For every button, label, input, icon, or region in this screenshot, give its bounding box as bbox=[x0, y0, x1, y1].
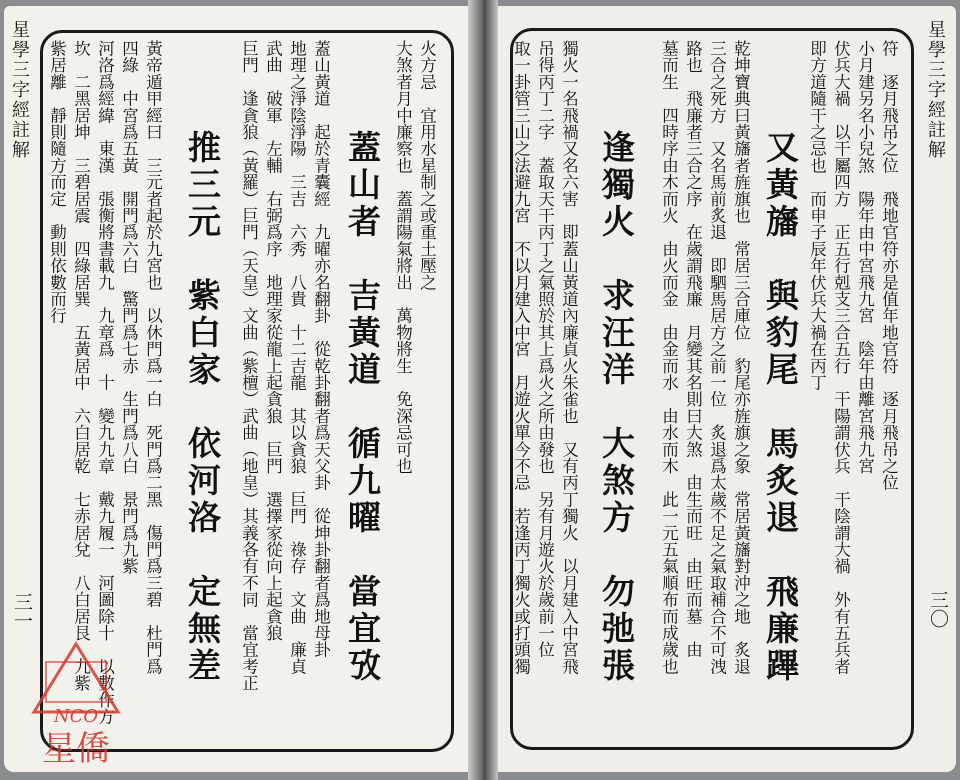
right-note-mid-1: 乾坤寶典曰黃旛者旌旗也 常居三合庫位 豹尾亦旌旗之象 常居黃旛對沖之地 炙退 bbox=[731, 40, 751, 675]
right-verse-2: 逢獨火 求汪洋 大煞方 勿弛張 bbox=[597, 130, 636, 685]
left-note-bottom-1: 黃帝遁甲經曰 三元者起於九宮也 以休門爲一白 死門爲二黑 傷門爲三碧 杜門爲 bbox=[143, 40, 163, 675]
left-note-top-2: 大煞者月中廉察也 蓋謂陽氣將出 萬物將生 免深忌可也 bbox=[393, 40, 413, 475]
right-note-mid-4: 墓而生 四時序由木而火 由火而金 由金而水 由水而木 此一元五氣順布而成歲也 bbox=[659, 40, 679, 675]
right-page-header: 星學三字經註解 bbox=[925, 20, 946, 160]
left-note-mid-4: 巨門 逢貪狼（黃羅）巨門（天皇）文曲（紫檀）武曲（地皇）其義各有不同 當宜考正 bbox=[239, 40, 259, 692]
left-note-bottom-2: 四綠 中宮爲五黃 開門爲六白 驚門爲七赤 生門爲八白 景門爲九紫 bbox=[119, 40, 139, 575]
right-note-top-1: 符 逐月飛吊之位 飛地官符亦是值年地官符 逐月飛吊之位 bbox=[879, 40, 899, 491]
right-note-top-3: 伏兵大禍 以干屬四方 正五行剋支三合五行 干陽謂伏兵 干陰謂大禍 外有五兵者 bbox=[831, 40, 851, 675]
right-note-bottom-1: 獨火一名飛禍又名六害 即蓋山黃道內廉貞火朱雀也 又有丙丁獨火 以月建入中宮飛 bbox=[559, 40, 579, 675]
stamp-text-main: 星僑 bbox=[42, 729, 110, 768]
left-note-bottom-3: 河洛爲經緯 東漢 張衡將書載九 九章爲 十 變九九章 戴九履一 河圖除十 以數作方 bbox=[95, 40, 115, 725]
stamp-text-top: NCO bbox=[53, 706, 99, 727]
left-note-bottom-4: 坎 二黑居坤 三碧居震 四綠居巽 五黃居中 六白居乾 七赤居兌 八白居艮 九紫 bbox=[71, 40, 91, 692]
left-note-mid-1: 蓋山黃道 起於青囊經 九曜亦名翻卦 從乾卦翻者爲天父卦 從坤卦翻者爲地母卦 bbox=[311, 40, 331, 658]
left-verse-2: 推三元 紫白家 依河洛 定無差 bbox=[183, 130, 222, 685]
left-note-bottom-5: 紫居離 靜則隨方而定 動則依數而行 bbox=[47, 40, 67, 324]
left-note-top-1: 火方忌 宜用水星制之或重土壓之 bbox=[417, 40, 437, 291]
right-note-mid-2: 三合之死方 又名馬前炙退 即駟馬居方之前一位 炙退爲太歲不足之氣取補合不可洩 bbox=[707, 40, 727, 675]
right-note-top-2: 小月建另名小兒煞 陽年由中宮飛九宮 陰年由離宮飛九宮 bbox=[855, 40, 875, 475]
left-note-mid-2: 地理之淨陰淨陽 三吉 六秀 八貴 十二吉龍 其以貪狼 巨門 祿存 文曲 廉貞 bbox=[287, 40, 307, 675]
right-note-top-4: 即方道隨干之忌也 而申子辰年伏兵大禍在丙丁 bbox=[807, 40, 827, 391]
right-note-bottom-3: 取一卦管三山之法避九宮 不以月建入中宮 月遊火單今不忌 若逢丙丁獨火或打頭獨 bbox=[511, 40, 531, 675]
right-page-number: 三〇 bbox=[927, 590, 949, 628]
book-gutter bbox=[468, 0, 498, 780]
right-verse-1: 又黃旛 與豹尾 馬炙退 飛廉蹕 bbox=[761, 130, 800, 685]
left-page-number: 三一 bbox=[11, 592, 33, 630]
right-note-bottom-2: 吊得丙丁二字 蓋取天干丙丁之氣照於其上爲火之所由發也 另有月遊火於歲前一位 bbox=[535, 40, 555, 658]
right-note-mid-3: 路也 飛廉者三合之序 在歲謂飛廉 月變其名則曰大煞 由生而旺 由旺而墓 由 bbox=[683, 40, 703, 658]
left-verse-1: 蓋山者 吉黃道 循九曜 當宜攷 bbox=[343, 130, 382, 685]
left-note-mid-3: 武曲 破軍 左輔 右弼爲序 地理家從龍上起貪狼 巨門 選擇家從向上起貪狼 bbox=[263, 40, 283, 642]
left-page-header: 星學三字經註解 bbox=[9, 20, 30, 160]
watermark-stamp-logo bbox=[28, 640, 124, 768]
